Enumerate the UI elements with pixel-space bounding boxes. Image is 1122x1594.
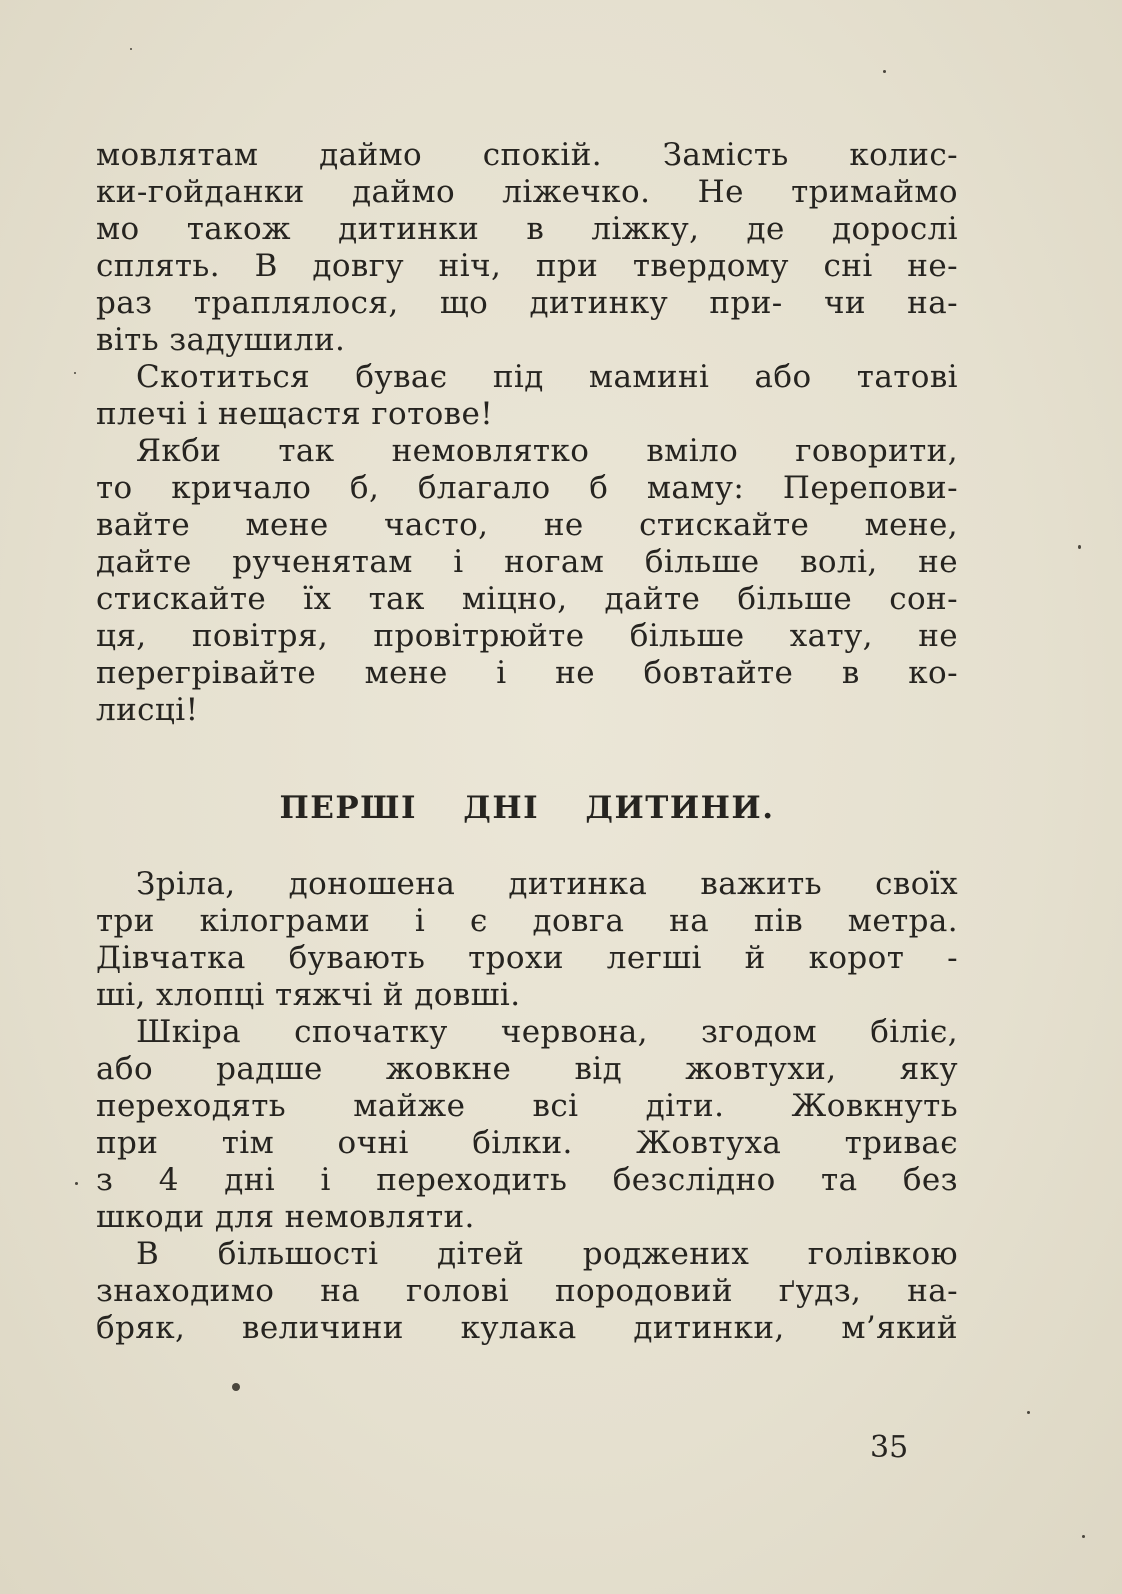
text-line: знаходимо на голові породовий ґудз, на- xyxy=(96,1273,958,1309)
text-line: або радше жовкне від жовтухи, яку xyxy=(96,1051,958,1087)
paper-speck xyxy=(74,372,76,374)
text-line: ки-гойданки даймо ліжечко. Не тримаймо xyxy=(96,174,958,210)
text-line: шкоди для немовляти. xyxy=(96,1199,475,1235)
text-line: то кричало б, благало б маму: Перепови- xyxy=(96,470,958,506)
text-line: Якби так немовлятко вміло говорити, xyxy=(136,433,958,469)
text-line: сплять. В довгу ніч, при твердому сні не- xyxy=(96,248,958,284)
text-line: ця, повітря, провітрюйте більше хату, не xyxy=(96,618,958,654)
text-line: Дівчатка бувають трохи легші й корот - xyxy=(96,940,958,976)
text-line: вайте мене часто, не стискайте мене, xyxy=(96,507,958,543)
text-line: мовлятам даймо спокій. Замість колис- xyxy=(96,137,958,173)
text-line: три кілограми і є довга на пів метра. xyxy=(96,903,958,939)
text-line: при тім очні білки. Жовтуха триває xyxy=(96,1125,958,1161)
paper-speck xyxy=(130,48,132,50)
text-line: переходять майже всі діти. Жовкнуть xyxy=(96,1088,958,1124)
paper-speck xyxy=(1027,1411,1030,1414)
text-line: лисці! xyxy=(96,692,199,728)
text-line: з 4 дні і переходить безслідно та без xyxy=(96,1162,958,1198)
text-line: Шкіра спочатку червона, згодом біліє, xyxy=(136,1014,958,1050)
text-line: плечі і нещастя готове! xyxy=(96,396,494,432)
text-line: стискайте їх так міцно, дайте більше сон- xyxy=(96,581,958,617)
paper-speck xyxy=(1078,545,1081,549)
text-line: віть задушили. xyxy=(96,322,346,358)
text-line: перегрівайте мене і не бовтайте в ко- xyxy=(96,655,958,691)
text-line: раз траплялося, що дитинку при- чи на- xyxy=(96,285,958,321)
page-number: 35 xyxy=(870,1430,909,1465)
text-line: В більшості дітей роджених голівкою xyxy=(136,1236,958,1272)
text-line: бряк, величини кулака дитинки, м’який xyxy=(96,1310,958,1346)
text-block-bottom xyxy=(96,866,958,1347)
paper-speck xyxy=(883,70,886,73)
text-line: мо також дитинки в ліжку, де дорослі xyxy=(96,211,958,247)
text-block-top xyxy=(96,137,958,729)
text-line: ші, хлопці тяжчі й довші. xyxy=(96,977,521,1013)
section-heading: ПЕРШІ ДНІ ДИТИНИ. xyxy=(279,790,775,826)
paper-speck xyxy=(75,1182,78,1185)
paper-speck xyxy=(232,1383,240,1391)
paper-speck xyxy=(1082,1535,1085,1538)
text-line: дайте рученятам і ногам більше волі, не xyxy=(96,544,958,580)
text-line: Зріла, доношена дитинка важить своїх xyxy=(136,866,958,902)
text-line: Скотиться буває під мамині або татові xyxy=(136,359,958,395)
